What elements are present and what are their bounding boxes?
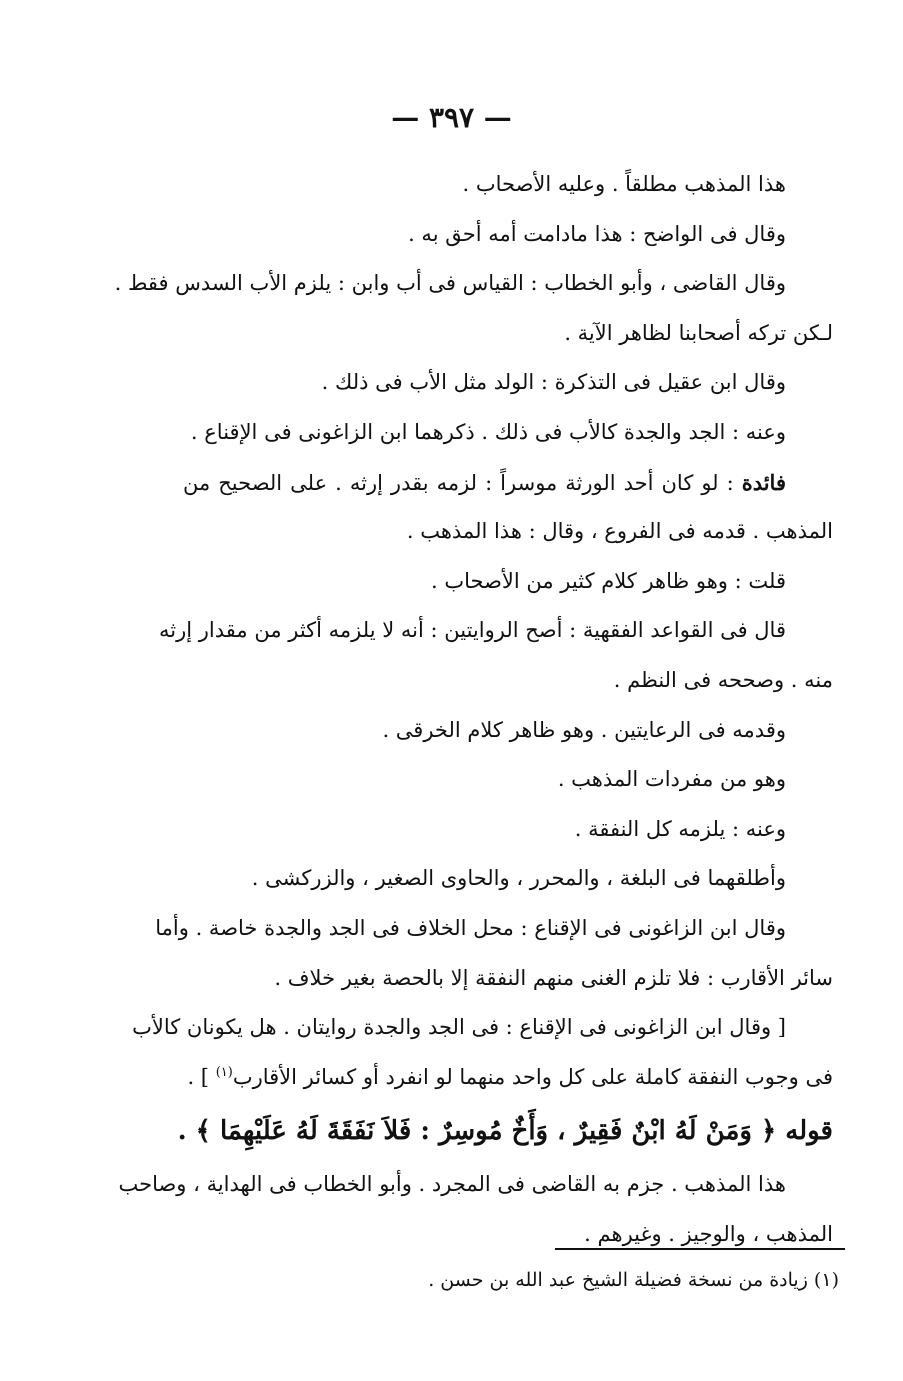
text-line: قال فى القواعد الفقهية : أصح الروايتين : أنه لا يلزمه أكثر من مقدار إرثه [159, 618, 786, 643]
body-text [114, 160, 833, 1259]
text-line: وعنه : الجد والجدة كالأب فى ذلك . ذكرهما ابن الزاغونى فى الإقناع . [190, 419, 786, 444]
text-line: المذهب ، والوجيز . وغيرهم . [584, 1221, 833, 1246]
text-line-lead [183, 458, 833, 508]
footnote: (١) زيادة من نسخة فضيلة الشيخ عبد الله بن حسن . [428, 1269, 839, 1291]
text-line: وقال القاضى ، وأبو الخطاب : القياس فى أب وابن : يلزم الأب السدس فقط . [114, 271, 786, 296]
text-line: [ وقال ابن الزاغونى فى الإقناع : فى الجد والجدة روايتان . هل يكونان كالأب [132, 1015, 786, 1040]
text-line: وعنه : يلزمه كل النفقة . [574, 816, 786, 841]
text-line: وأطلقهما فى البلغة ، والمحرر ، والحاوى الصغير ، والزركشى . [251, 866, 786, 891]
footnote-divider [555, 1248, 845, 1250]
text-line: وقدمه فى الرعايتين . وهو ظاهر كلام الخرقى . [382, 717, 786, 742]
text-line: قلت : وهو ظاهر كلام كثير من الأصحاب . [431, 568, 786, 593]
text-line: هذا المذهب . جزم به القاضى فى المجرد . وأبو الخطاب فى الهداية ، وصاحب [118, 1172, 786, 1197]
text-line: وهو من مفردات المذهب . [557, 767, 786, 792]
lead-line-rest: : لو كان أحد الورثة موسراً : لزمه بقدر إرثه . على الصحيح من [183, 470, 742, 495]
text-line-footnote-ref [183, 1053, 833, 1103]
text-line: وقال ابن عقيل فى التذكرة : الولد مثل الأب فى ذلك . [321, 370, 786, 395]
text-line: وقال ابن الزاغونى فى الإقناع : محل الخلاف فى الجد والجدة خاصة . وأما [155, 915, 786, 940]
text-line: وقال فى الواضح : هذا مادامت أمه أحق به . [408, 221, 786, 246]
lead-word: فائدة [741, 469, 786, 495]
text-line: هذا المذهب مطلقاً . وعليه الأصحاب . [462, 172, 786, 196]
text-line: منه . وصححه فى النظم . [613, 667, 833, 692]
text-line: لـكن تركه أصحابنا لظاهر الآية . [564, 320, 833, 345]
text-line: المذهب . قدمه فى الفروع ، وقال : هذا المذهب . [406, 519, 833, 544]
line-text: فى وجوب النفقة كاملة على كل واحد منهما لو انفرد أو كسائر الأقارب [232, 1064, 833, 1089]
footnote-marker: (١) [215, 1064, 233, 1080]
closing-bracket: ] . [187, 1064, 209, 1089]
quoted-verse-line: قوله ﴿ وَمَنْ لَهُ ابْنٌ فَقِيرٌ ، وَأَخٌ مُوسِرٌ : فَلاَ نَفَقَةَ لَهُ عَلَيْهِمَا ﴾ . [177, 1116, 833, 1147]
page-number: — ٣٩٧ — [391, 101, 512, 134]
text-line: سائر الأقارب : فلا تلزم الغنى منهم النفقة إلا بالحصة بغير خلاف . [274, 965, 833, 990]
